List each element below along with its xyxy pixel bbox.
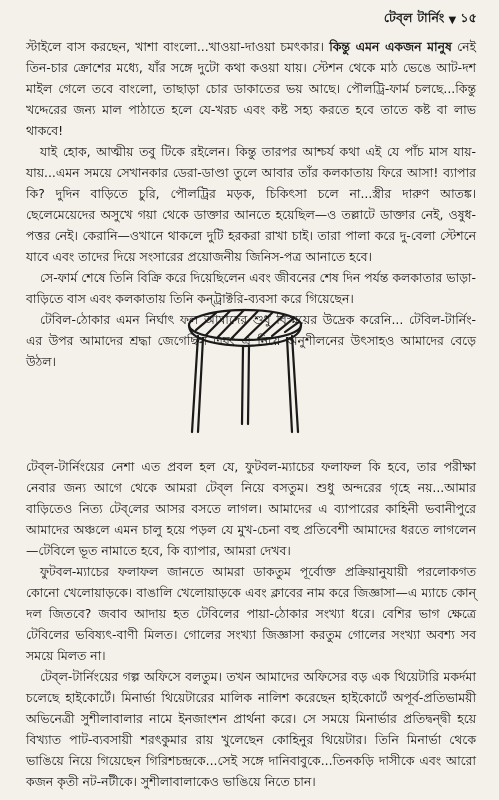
- paragraph: [26, 561, 476, 666]
- page-number: ১৫: [460, 10, 477, 25]
- text-block-bottom: [26, 456, 476, 792]
- paragraph: [26, 666, 476, 792]
- text-segment: সে-ফার্ম শেষে তিনি বিক্রি করে দিয়েছিলেন এবং জীবনের শেষ দিন পর্যন্ত কলকাতার ভাড়া-বাড়িতে বাস এবং কলকাতায় তিনি কন্‌ট্রাক্টরি-ব্যবসা করে গিয়েছেন।: [26, 270, 476, 306]
- down-triangle-icon: ▼: [448, 14, 457, 26]
- text-segment: নেই তিন-চার ক্রোশের মধ্যে, যাঁর সঙ্গে দুটো কথা কওয়া যায়। স্টেশন থেকে মাঠ ভেঙে আট-দশ মাইল গেলে তবে বাংলো, তাছাড়া চোর ডাকাতের ভয় আছে। পৌলট্রি-ফার্ম চলছে...কিন্তু খদ্দেরের জন্য মাল পাঠাতে হলে যে-খরচ এবং কষ্ট সহ্য করতে হবে তাতে কষ্ট বা লাভ থাকবে!: [26, 39, 476, 138]
- paragraph: [26, 141, 476, 267]
- text-segment: টেব্‌ল-টার্নিংয়ের গল্প অফিসে বলতুম। তখন আমাদের অফিসের বড় এক থিয়েটারি মকর্দমা চলেছে হাইকোর্টে। মিনার্ভা থিয়েটারের মালিক নালিশ করেছেন হাইকোর্টে অপূর্ব-প্রতিভাময়ী অভিনেত্রী সুশীলাবালার নামে ইনজাংশন প্রার্থনা করে। সে সময়ে মিনার্ভার প্রতিদ্বন্দ্বী হয়ে বিখ্যাত পাট-ব্যবসায়ী শরৎকুমার রায় খুলেছেন কোহিনুর থিয়েটার। তিনি মিনার্ভা থেকে ভাঙিয়ে নিয়ে গিয়েছেন গিরিশচন্দ্রকে...সেই সঙ্গে দানিবাবুকে...তিনকড়ি দাসীকে এবং আরো কজন কৃতী নট-নটীকে। সুশীলাবালাকেও ভাঙিয়ে নিতে চান।: [26, 669, 476, 789]
- paragraph: [26, 456, 476, 561]
- bold-text-segment: কিন্তু এমন একজন মানুষ: [329, 39, 452, 54]
- running-title: টেব্‌ল টার্নিং: [383, 10, 445, 25]
- text-segment: যাই হোক, আত্মীয় তবু টিকে রইলেন। কিন্তু তারপর আশ্চর্য কথা এই যে পাঁচ মাস যায়-যায়...এমন সময়ে সেখানকার ডেরা-ডাণ্ডা তুলে আবার তাঁর কলকাতায় ফিরে আসা! ব্যাপার কি? দুদিন বাড়িতে চুরি, পৌলট্রির মড়ক, চিকিৎসা চলে না...স্ত্রীর দারুণ আতঙ্ক। ছেলেমেয়েদের অসুখে গয়া থেকে ডাক্তার আনতে হয়েছিল—ও তল্লাটে ডাক্তার নেই, ওষুধ-পত্তর নেই। কেরানি—ওখানে থাকলে দুটি হরকরা রাখা চাই। তারা পালা করে দু-বেলা স্টেশনে যাবে এবং তাদের দিয়ে সংসারের প্রয়োজনীয় জিনিস-পত্র আনাতে হবে।: [26, 144, 476, 264]
- paragraph: [26, 36, 476, 141]
- text-segment: ফুটবল-ম্যাচের ফলাফল জানতে আমরা ডাকতুম পূর্বোক্ত প্রক্রিয়ানুযায়ী পরলোকগত কোনো খেলোয়াড়কে। বাঙালি খেলোয়াড়কে এবং ক্লাবের নাম করে জিজ্ঞাসা—এ ম্যাচে কোন্‌ দল জিতবে? জবাব আদায় হত টেবিলের পায়া-ঠোকার সংখ্যা ধরে। বেশির ভাগ ক্ষেত্রে টেবিলের ভবিষ্যৎ-বাণী মিলত। গোলের সংখ্যা জিজ্ঞাসা করতুম গোলের সংখ্যা অবশ্য সব সময়ে মিলত না।: [26, 564, 476, 663]
- text-segment: টেব্‌ল-টার্নিংয়ের নেশা এত প্রবল হল যে, ফুটবল-ম্যাচের ফলাফল কি হবে, তার পরীক্ষা নেবার জন্য আগে থেকে আমরা টেব্‌ল নিয়ে বসতুম। শুধু অন্দরের গৃহে নয়...আমার বাড়িতেও নিত্য টেব্‌লের আসর বসতে লাগল। আমাদের এ ব্যাপারের কাহিনী ভবানীপুরে আমাদের অঞ্চলে এমন চালু হয়ে পড়ল যে মুখ-চেনা বহু প্রতিবেশী আমাদের ধরতে লাগলেন—টেবিলে ভূত নামাতে হবে, কি ব্যাপার, আমরা দেখব।: [26, 459, 476, 558]
- text-segment: স্টাইলে বাস করছেন, খাশা বাংলো...খাওয়া-দাওয়া চমৎকার।: [26, 39, 330, 54]
- text-segment: টেবিল-ঠোকার এমন নির্ঘাৎ ফল আমাদের শুধু বিস্ময়ের উদ্রেক করেনি... টেবিল-টার্নিং-এর উপর আমাদের শ্রদ্ধা জেগেছিল এবং এ নিয়ে অনুশীলনের উৎসাহও আমাদের বেড়ে উঠল।: [26, 312, 476, 369]
- running-header: [384, 10, 477, 30]
- three-legged-table-icon: [186, 300, 304, 440]
